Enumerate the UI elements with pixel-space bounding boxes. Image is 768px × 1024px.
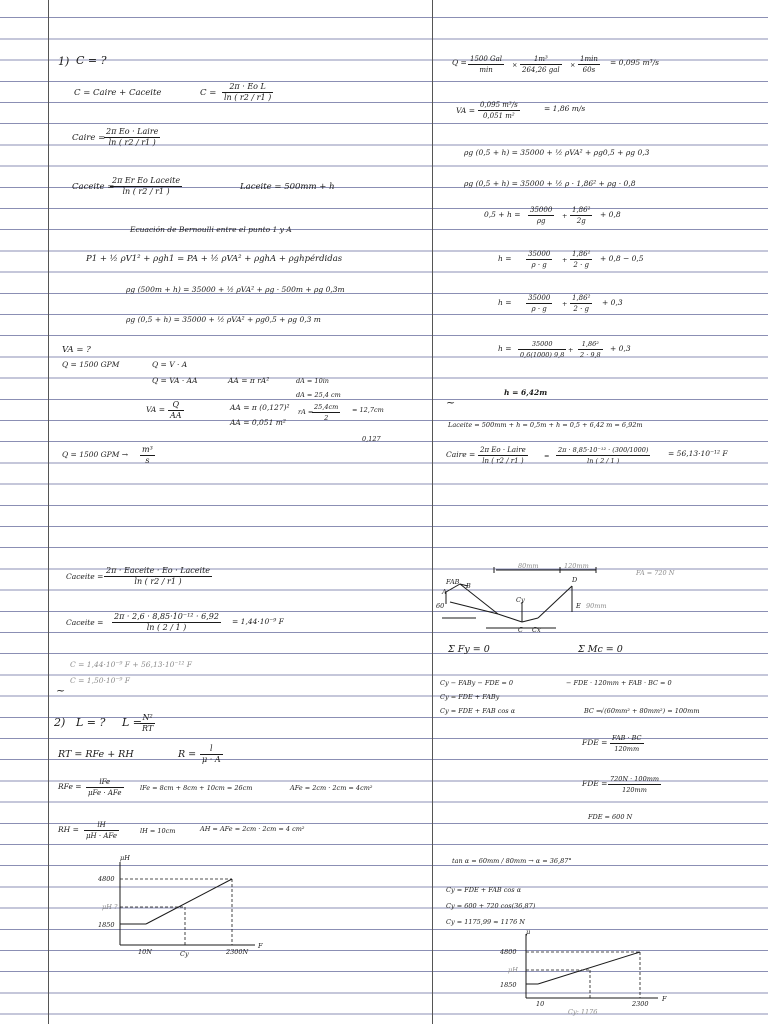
- bern3-tail: + 0,8: [600, 210, 621, 219]
- caire-calc-formula: 2π Eo · Laire ln ( r2 / r1 ): [480, 446, 526, 465]
- bern5-lhs: h =: [498, 298, 512, 307]
- ra-m: 0,127: [362, 435, 381, 443]
- bern4-plus: +: [562, 256, 568, 264]
- ra-result: = 12,7cm: [352, 406, 384, 414]
- truss-label-cy: Cy: [516, 596, 525, 604]
- q-calc-term1: 1500 Gal min: [470, 55, 503, 74]
- q-conversion-unit: $\frac{\text{m³}}{s}$: [142, 445, 153, 465]
- truss-label-d: D: [572, 576, 578, 584]
- fde2-lhs: FDE =: [582, 779, 608, 788]
- q1-number: 1): [58, 55, 70, 68]
- caire-calc-lhs: Caire =: [446, 450, 476, 459]
- va-calc-result: = 1,86 m/s: [544, 104, 586, 113]
- cy-eq-1: Cy = FDE + FAB cos α: [446, 886, 522, 894]
- area-eq: AA = π rA²: [228, 376, 270, 385]
- q-calc-times2: ×: [570, 61, 576, 69]
- va-question: VA = ?: [62, 345, 91, 355]
- bern3-term1: $\frac{35000}{\rho g}$: [530, 206, 553, 225]
- va-calc-lhs: VA =: [456, 106, 475, 115]
- graph-left-x-end: 2300N: [226, 948, 249, 956]
- bern5-term2: $\frac{\text{1,86²}}{2 \cdot g}$: [572, 294, 591, 313]
- c-formula: $\frac{\text{2π · Eo L}}{\ln ( r2 / r1 )}$: [224, 82, 272, 102]
- caceite-formula: 2π Er Eo Laceite ln ( r2 / r1 ): [112, 176, 181, 196]
- bern3-lhs: 0,5 + h =: [484, 210, 521, 219]
- l-lhs: L =: [122, 716, 143, 729]
- q-eq: Q = V · A: [152, 360, 188, 369]
- caceite-calc-result: = 1,44·10⁻⁹ F: [232, 617, 284, 626]
- r-lhs: R =: [178, 749, 197, 760]
- left-margin-line: [48, 0, 49, 1024]
- c-formula-lhs: C =: [200, 88, 217, 98]
- truss-label-cx: Cx: [532, 626, 541, 634]
- bernoulli-line2: ρg (0,5 + h) = 35000 + ½ ρVA² + ρg0,5 + ρg 0,3 m: [126, 315, 321, 324]
- caire-lhs: Caire =: [72, 133, 106, 143]
- q-eq2: Q = VA · AA: [152, 376, 198, 385]
- bern5-term1: $\frac{35000}{\rho \cdot g}$: [528, 294, 551, 313]
- rfe-lhs: RFe =: [58, 782, 82, 791]
- fde1-formula: FAB · BC 120mm: [612, 734, 642, 753]
- cy-eq-3: Cy = 1175,99 ≈ 1176 N: [446, 918, 525, 926]
- truss-fa: FA = 720 N: [636, 569, 675, 577]
- q-calc-term3: 1min 60s: [580, 55, 598, 74]
- graph-right-y-axis: μ: [526, 928, 531, 936]
- caceite-lhs: Caceite =: [72, 182, 115, 192]
- q1-question: C = ?: [76, 54, 107, 67]
- caceite-calc-values: $\frac{\text{2π · 2,6 · 8,85·10⁻¹² · 6,92}}{\ln ( 2 / 1 )}$: [114, 612, 219, 632]
- fde2-formula: $\frac{720N \cdot 100mm}{120mm}$: [610, 775, 660, 794]
- q2-number: 2): [54, 716, 66, 729]
- graph-right-x-mid: Cy: 1176: [568, 1008, 598, 1016]
- rt-eq: RT = RFe + RH: [58, 749, 134, 760]
- caceite-calc-lhs2: Caceite =: [66, 618, 104, 627]
- bernoulli-right-1: ρg (0,5 + h) = 35000 + ½ ρVA² + ρg0,5 + ρg 0,3: [464, 148, 650, 157]
- graph-right-x-start: 10: [536, 1000, 545, 1008]
- bernoulli-line1: ρg (500m + h) = 35000 + ½ ρVA² + ρg · 500m + ρg 0,3m: [126, 285, 345, 294]
- bern4-tail: + 0,8 − 0,5: [600, 254, 644, 263]
- bern6-lhs: h =: [498, 344, 512, 353]
- bern5-plus: +: [562, 300, 568, 308]
- cy-eq-2: Cy = 600 + 720 cos(36,87): [446, 902, 536, 910]
- truss-label-c: C: [518, 626, 523, 634]
- caire-calc-values: $\frac{\text{2π · 8,85·10⁻¹² · (300/1000)}}{\ln ( 2 / 1 )}$: [558, 446, 649, 465]
- bern6-plus: +: [568, 346, 574, 354]
- caire-calc-result: = 56,13·10⁻¹² F: [668, 449, 728, 458]
- bern4-term2: $\frac{\text{1,86²}}{2 \cdot g}$: [572, 250, 591, 269]
- fde3-result: FDE = 600 N: [588, 813, 633, 821]
- graph-left-x-start: 10N: [138, 948, 152, 956]
- graph-right-x-axis: F: [662, 995, 667, 1003]
- rfe-formula: lFe μFe · AFe: [88, 778, 122, 797]
- center-margin-line: [432, 0, 433, 1024]
- bern4-lhs: h =: [498, 254, 512, 263]
- q-calc-result: = 0,095 m³/s: [610, 58, 660, 67]
- bernoulli-right-2: ρg (0,5 + h) = 35000 + ½ ρ · 1,86² + ρg · 0,8: [464, 179, 636, 188]
- va-calc-formula: $\frac{\text{0,095 m³/s}}{\text{0,051 m²}}$: [480, 101, 518, 120]
- graph-left-y-top: 4800: [98, 875, 115, 883]
- separator-tilde-right: ~: [446, 396, 456, 409]
- afe-eq: AFe = 2cm · 2cm = 4cm²: [290, 784, 373, 792]
- truss-dim-right: 90mm: [586, 602, 607, 610]
- eq-sum-fy: Σ Fy = 0: [448, 644, 490, 655]
- truss-label-fab: FAB: [446, 578, 460, 586]
- fy-eq-3: Cy = FDE + FAB cos α: [440, 707, 516, 715]
- rh-lhs: RH =: [58, 825, 79, 834]
- graph-left-y-axis: μH: [120, 854, 130, 862]
- graph-left-y-low: 1850: [98, 921, 115, 929]
- graph-right-y-top: 4800: [500, 948, 517, 956]
- graph-right-x-end: 2300: [632, 1000, 649, 1008]
- r-formula: $\frac{l}{\mu \cdot A}$: [202, 744, 221, 764]
- caceite-calc-lhs: Caceite =: [66, 572, 104, 581]
- laceite-calc: Laceite = 500mm + h = 0,5m + h = 0,5 + 6,42 m = 6,92m: [448, 421, 643, 429]
- permeability-graph-right: [470, 930, 670, 1020]
- truss-label-b: B: [466, 582, 471, 590]
- ra-formula: $\frac{25,4cm}{2}$: [314, 403, 339, 422]
- graph-left-x-axis: F: [258, 942, 263, 950]
- truss-diagram: [436, 562, 675, 638]
- ah-eq: AH = AFe = 2cm · 2cm = 4 cm²: [200, 825, 305, 833]
- q-calc-term2: 1m³ 264,26 gal: [522, 55, 560, 74]
- bc-lhs: BC =: [584, 707, 602, 715]
- caire-formula: 2π Eo · Laire ln ( r2 / r1 ): [106, 127, 159, 147]
- graph-left-y-mid: μH ?: [102, 903, 118, 911]
- mc-eq-1: − FDE · 120mm + FAB · BC = 0: [566, 679, 672, 687]
- caire-calc-eq: =: [544, 452, 550, 460]
- eq-sum-mc: Σ Mc = 0: [578, 644, 623, 655]
- bc-value: √(60mm² + 80mm²) = 100mm: [600, 707, 700, 715]
- fy-eq-1: Cy − FABy − FDE = 0: [440, 679, 514, 687]
- c-sum-line: C = 1,44·10⁻⁹ F + 56,13·10⁻¹² F: [70, 660, 192, 669]
- bern6-term2: $\frac{\text{1,86²}}{2 \cdot 9,8}$: [580, 340, 601, 359]
- aa-calc1: AA = π (0,127)²: [230, 403, 290, 412]
- fde1-lhs: FDE =: [582, 738, 608, 747]
- q-value: Q = 1500 GPM: [62, 360, 120, 369]
- q-calc-lhs: Q =: [452, 58, 467, 67]
- c-sum: C = Caire + Caceite: [74, 88, 162, 98]
- q-conversion: Q = 1500 GPM →: [62, 450, 129, 459]
- laceite-def: Laceite = 500mm + h: [240, 182, 335, 192]
- caceite-calc-formula: 2π · Eaceite · Eo · Laceite ln ( r2 / r1 ): [106, 566, 211, 586]
- rh-formula: lH μH · AFe: [86, 821, 118, 840]
- lh-eq: lH = 10cm: [140, 827, 176, 835]
- bernoulli-eq: P1 + ½ ρV1² + ρgh1 = PA + ½ ρVA² + ρghA + ρghpérdidas: [86, 254, 343, 264]
- truss-dim-left: 60: [436, 602, 445, 610]
- truss-label-e: E: [576, 602, 581, 610]
- lfe-eq: lFe = 8cm + 8cm + 10cm = 26cm: [140, 784, 253, 792]
- bern5-tail: + 0,3: [602, 298, 623, 307]
- graph-right-y-mid: μH: [508, 966, 518, 974]
- l-formula: $\frac{\text{N²}}{RT}$: [142, 713, 154, 733]
- truss-label-a: A: [442, 588, 447, 596]
- bern3-plus: +: [562, 212, 568, 220]
- q-calc-times1: ×: [512, 61, 518, 69]
- bern4-term1: $\frac{35000}{\rho \cdot g}$: [528, 250, 551, 269]
- c-total: C = 1,50·10⁻⁹ F: [70, 676, 130, 685]
- bern6-tail: + 0,3: [610, 344, 631, 353]
- aa-calc2: AA = 0,051 m²: [230, 418, 286, 427]
- fy-eq-2: Cy = FDE + FABy: [440, 693, 500, 701]
- bernoulli-title: Ecuación de Bernoulli entre el punto 1 y A: [130, 225, 292, 234]
- graph-left-x-mid: Cy: [180, 950, 189, 958]
- permeability-graph-left: [80, 852, 280, 962]
- va-lhs: VA =: [146, 405, 165, 414]
- ra-lhs: rA =: [298, 408, 314, 416]
- h-result: h = 6,42m: [504, 388, 548, 397]
- q2-question: L = ?: [76, 716, 106, 729]
- bern6-term1: $\frac{35000}{0,6(1000) 9,8}$: [520, 340, 565, 359]
- truss-dim-top2: 120mm: [564, 562, 589, 570]
- tan-alpha: tan α = 60mm / 80mm → α = 36,87°: [452, 857, 572, 865]
- graph-right-y-low: 1850: [500, 981, 517, 989]
- truss-dim-top1: 80mm: [518, 562, 539, 570]
- bern3-term2: $\frac{\text{1,86²}}{2g}$: [572, 206, 591, 225]
- separator-tilde: ~: [56, 684, 66, 697]
- da-in: dA = 10in: [296, 377, 329, 385]
- va-formula: $\frac{Q}{AA}$: [170, 400, 182, 420]
- da-cm: dA = 25,4 cm: [296, 391, 341, 399]
